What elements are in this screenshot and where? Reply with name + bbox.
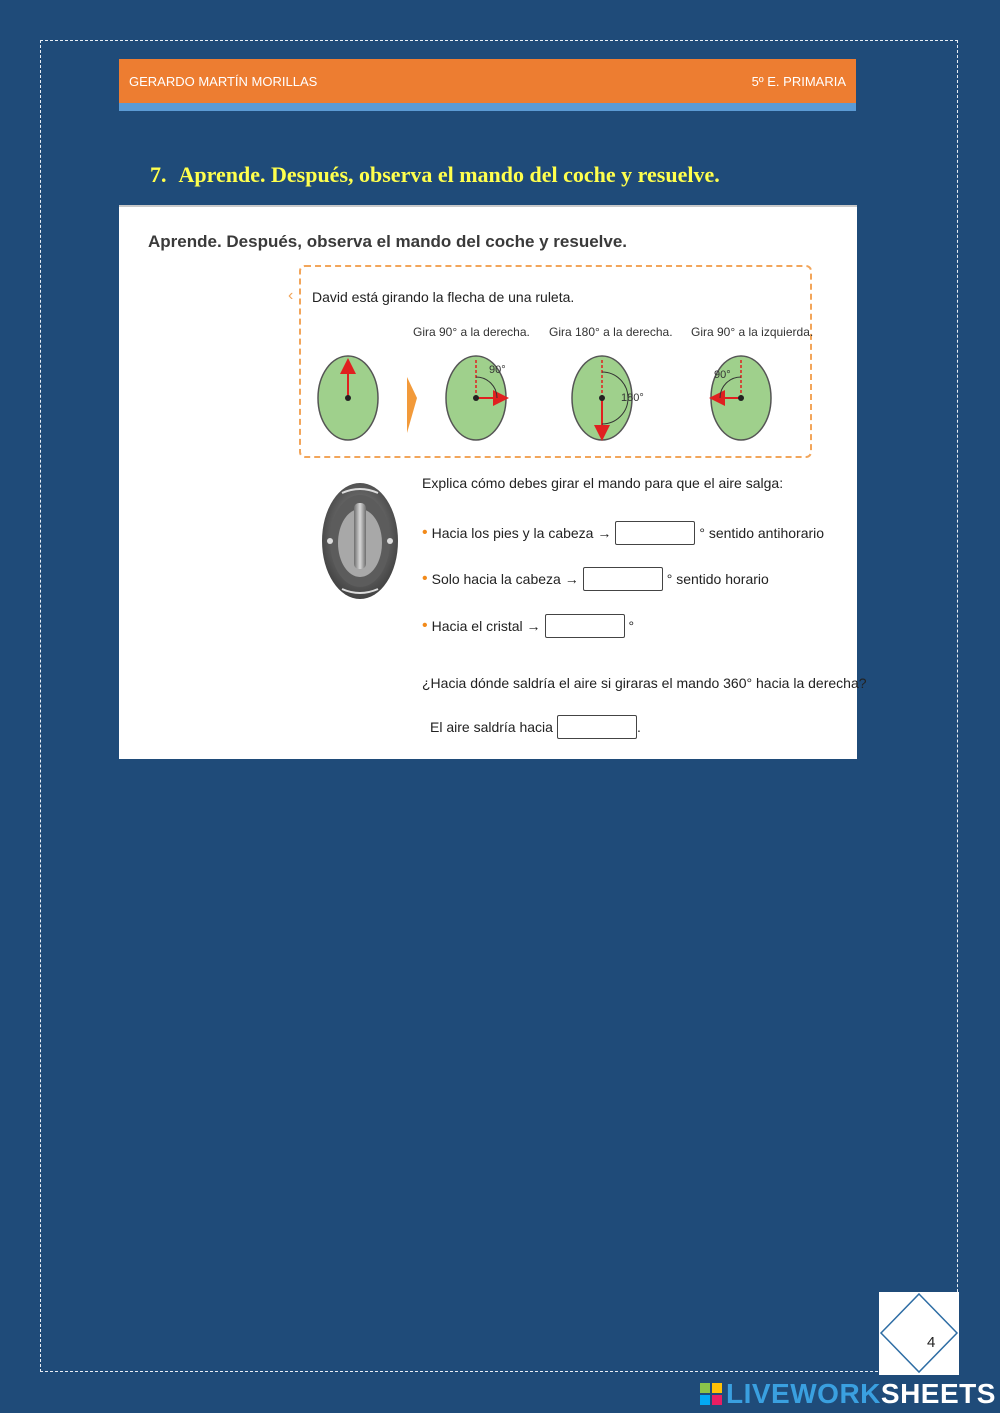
- panel-title: Aprende. Después, observa el mando del coche y resuelve.: [148, 232, 628, 251]
- roulette-diagrams: [119, 207, 857, 467]
- angle-label-90-left: 90°: [714, 369, 731, 381]
- exercise-heading-text: Aprende. Después, observa el mando del coche y resuelve.: [178, 162, 720, 187]
- page-header: [119, 59, 856, 103]
- item-head-only-suffix: ° sentido horario: [666, 571, 769, 587]
- answer-end: .: [636, 719, 641, 735]
- header-stripe: [119, 103, 856, 111]
- item-windshield-suffix: °: [628, 618, 635, 634]
- answer-input-windshield[interactable]: [545, 614, 625, 638]
- exercise-panel: [119, 205, 867, 759]
- angle-label-90-right: 90°: [489, 364, 506, 376]
- caption-rotate-180-right: Gira 180° a la derecha.: [549, 325, 673, 339]
- answer-input-360[interactable]: [557, 715, 637, 739]
- bullet-icon: •: [422, 617, 428, 634]
- item-feet-and-head-suffix: ° sentido antihorario: [699, 525, 825, 541]
- roulette-start-icon: [318, 356, 378, 440]
- caption-rotate-90-right: Gira 90° a la derecha.: [413, 325, 530, 339]
- explanation-text: David está girando la flecha de una ruleta.: [312, 289, 575, 305]
- answer-line: [430, 715, 641, 739]
- item-feet-and-head: [422, 521, 824, 545]
- angle-label-180: 180°: [621, 392, 644, 404]
- page-corner-diamond-icon: [879, 1292, 959, 1375]
- instruction-text: Explica cómo debes girar el mando para que el aire salga:: [422, 475, 784, 491]
- next-arrow-icon: [407, 377, 417, 433]
- liveworksheets-logo[interactable]: [700, 1378, 996, 1410]
- item-feet-and-head-label: Hacia los pies y la cabeza →: [431, 525, 612, 541]
- exercise-number: 7.: [150, 162, 167, 187]
- question-360: ¿Hacia dónde saldría el aire si giraras el mando 360° hacia la derecha?: [422, 675, 867, 691]
- bullet-icon: •: [422, 570, 428, 587]
- header-author: GERARDO MARTÍN MORILLAS: [129, 73, 318, 89]
- answer-input-head-only[interactable]: [583, 567, 663, 591]
- exercise-heading: [150, 162, 870, 188]
- item-head-only: [422, 567, 769, 591]
- car-air-knob-icon: [322, 481, 402, 601]
- item-windshield-label: Hacia el cristal →: [431, 618, 541, 634]
- brand-part1: LIVEWORK: [726, 1378, 881, 1409]
- caption-rotate-90-left: Gira 90° a la izquierda.: [691, 325, 814, 339]
- answer-input-feet-and-head[interactable]: [615, 521, 695, 545]
- liveworksheets-grid-icon: [700, 1383, 722, 1405]
- brand-part2: SHEETS: [880, 1378, 996, 1409]
- page-number: 4: [927, 1334, 936, 1351]
- bullet-icon: •: [422, 524, 428, 541]
- header-grade: 5º E. PRIMARIA: [751, 73, 846, 89]
- item-head-only-label: Solo hacia la cabeza →: [431, 571, 579, 587]
- answer-lead: El aire saldría hacia: [430, 719, 553, 735]
- explanation-notch-icon: ‹: [288, 287, 294, 304]
- item-windshield: [422, 614, 634, 638]
- page-number-box: [879, 1292, 959, 1375]
- liveworksheets-wordmark: [726, 1378, 996, 1410]
